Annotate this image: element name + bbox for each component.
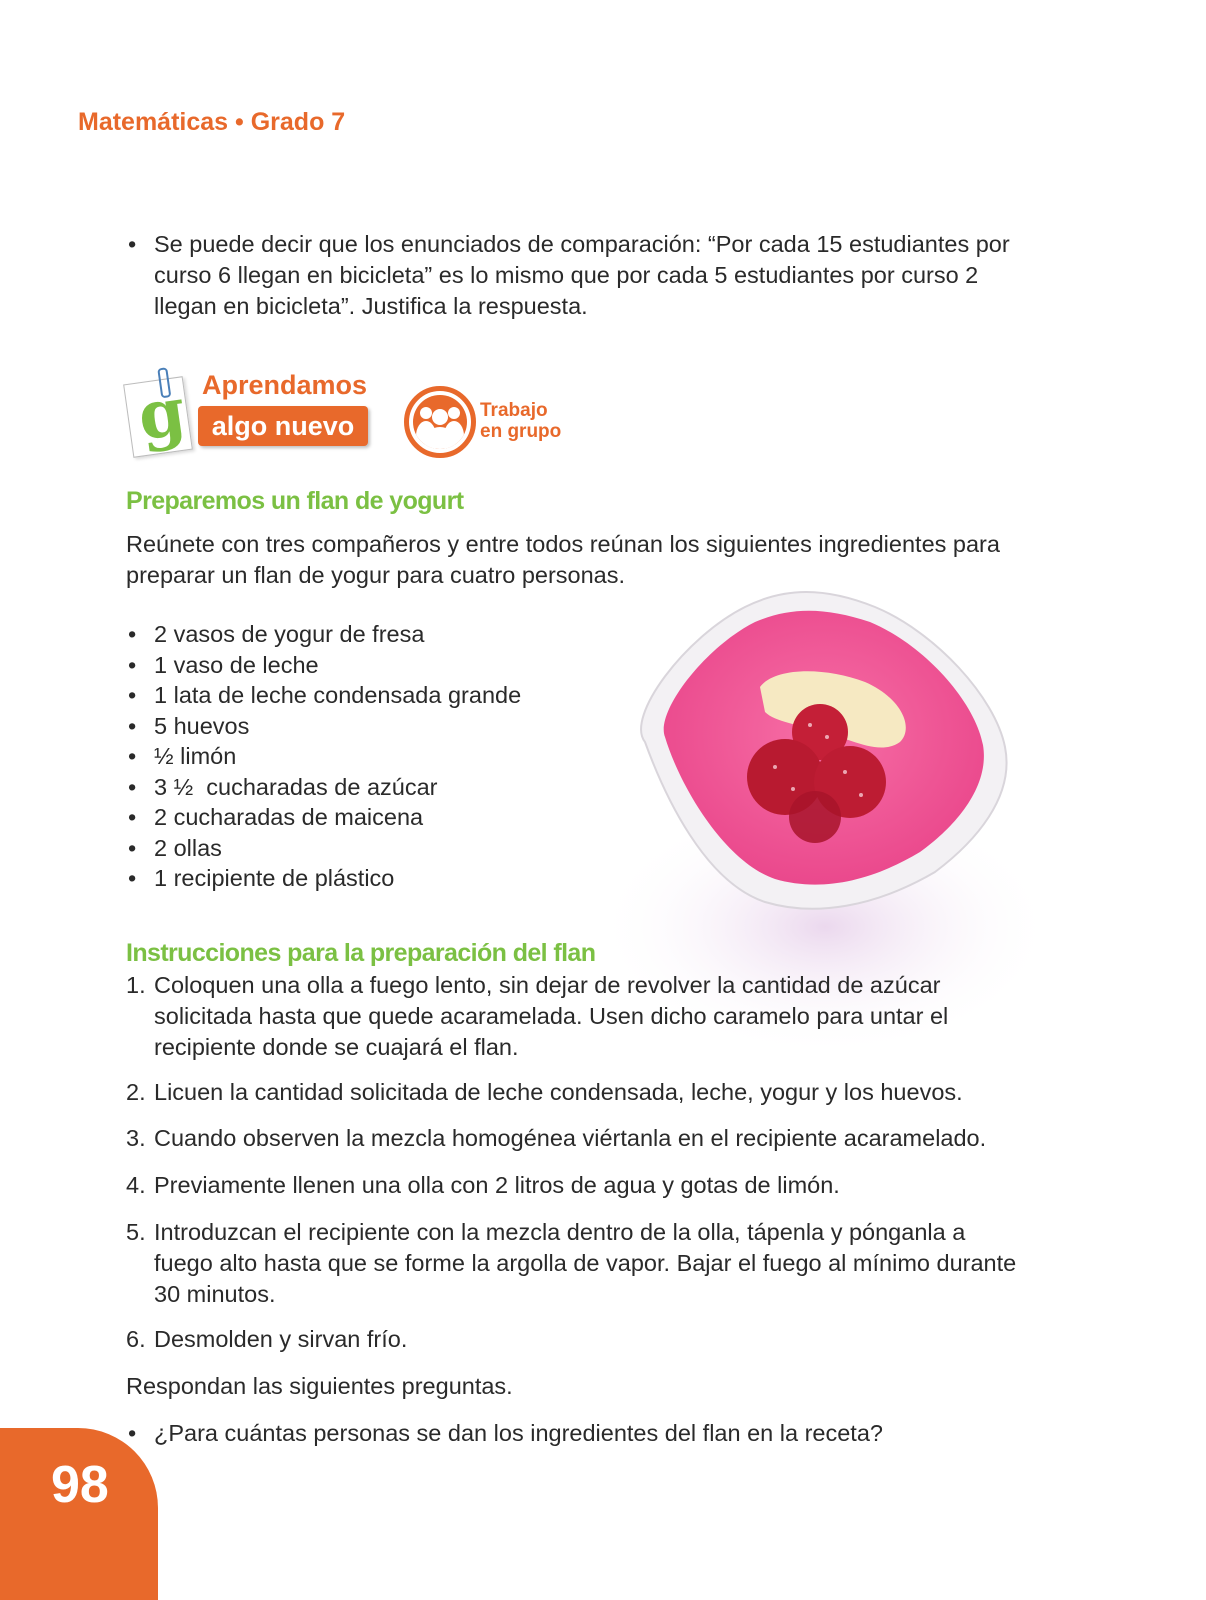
- list-item: 4. Previamente llenen una olla con 2 litros de agua y gotas de limón.: [126, 1172, 840, 1198]
- aprendamos-title: Aprendamos: [202, 370, 368, 400]
- list-item: • 5 huevos: [128, 712, 250, 739]
- ingredients-list: [128, 619, 578, 894]
- question-item: [128, 1418, 1028, 1449]
- list-item: • 1 lata de leche condensada grande: [128, 682, 522, 708]
- list-item: • 1 recipiente de plástico: [128, 865, 395, 891]
- questions-intro: Respondan las siguientes preguntas.: [126, 1373, 513, 1399]
- list-item: • 3 ½ cucharadas de azúcar: [128, 773, 438, 800]
- section-intro-paragraph: Reúnete con tres compañeros y entre todos reúnan los siguientes ingredientes para preparar un flan de yogur para cuatro personas.: [126, 531, 1000, 588]
- page-header: Matemáticas • Grado 7: [78, 108, 346, 136]
- aprendamos-badge: [128, 370, 378, 465]
- intro-bullet-item: [128, 229, 1028, 322]
- list-item: • ½ limón: [128, 743, 237, 769]
- list-item: • 2 ollas: [128, 834, 222, 861]
- section-title-flan: Preparemos un flan de yogurt: [126, 487, 464, 515]
- trabajo-en-grupo-badge: [404, 386, 604, 460]
- list-item: • 2 cucharadas de maicena: [128, 804, 424, 830]
- list-item: 3. Cuando observen la mezcla homogénea viértanla en el recipiente acaramelado.: [126, 1125, 987, 1151]
- group-work-icon: [404, 386, 476, 458]
- list-item: 5. Introduzcan el recipiente con la mezcla dentro de la olla, tápenla y pónganla a fuego alto hasta que se forme la argolla de vapor. Bajar el fuego al mínimo durante 30 minutos.: [126, 1219, 1017, 1307]
- section-title-instrucciones: Instrucciones para la preparación del flan: [126, 939, 596, 967]
- intro-bullet-text: Se puede decir que los enunciados de comparación: “Por cada 15 estudiantes por curso 6 llegan en bicicleta” es lo mismo que por cada 5 estudiantes por curso 2 llegan en bicicleta”. Justifica la respuesta.: [154, 231, 1010, 319]
- list-item: 6. Desmolden y sirvan frío.: [126, 1326, 408, 1352]
- notebook-g-logo-icon: g: [123, 376, 193, 458]
- list-item: • 1 vaso de leche: [128, 651, 319, 678]
- list-item: 2. Licuen la cantidad solicitada de leche condensada, leche, yogur y los huevos.: [126, 1079, 963, 1105]
- algo-nuevo-label: algo nuevo: [198, 406, 368, 446]
- page-number: 98: [51, 1456, 109, 1514]
- trabajo-en-grupo-label: Trabajo en grupo: [480, 400, 562, 442]
- question-text: ¿Para cuántas personas se dan los ingredientes del flan en la receta?: [154, 1420, 883, 1446]
- list-item: • 2 vasos de yogur de fresa: [128, 621, 425, 647]
- list-item: 1. Coloquen una olla a fuego lento, sin dejar de revolver la cantidad de azúcar solicitada hasta que quede acaramelada. Usen dicho caramelo para untar el recipiente donde se cuajará el flan.: [126, 972, 949, 1060]
- bullet-marker: •: [128, 1420, 137, 1446]
- bullet-marker: •: [128, 231, 137, 257]
